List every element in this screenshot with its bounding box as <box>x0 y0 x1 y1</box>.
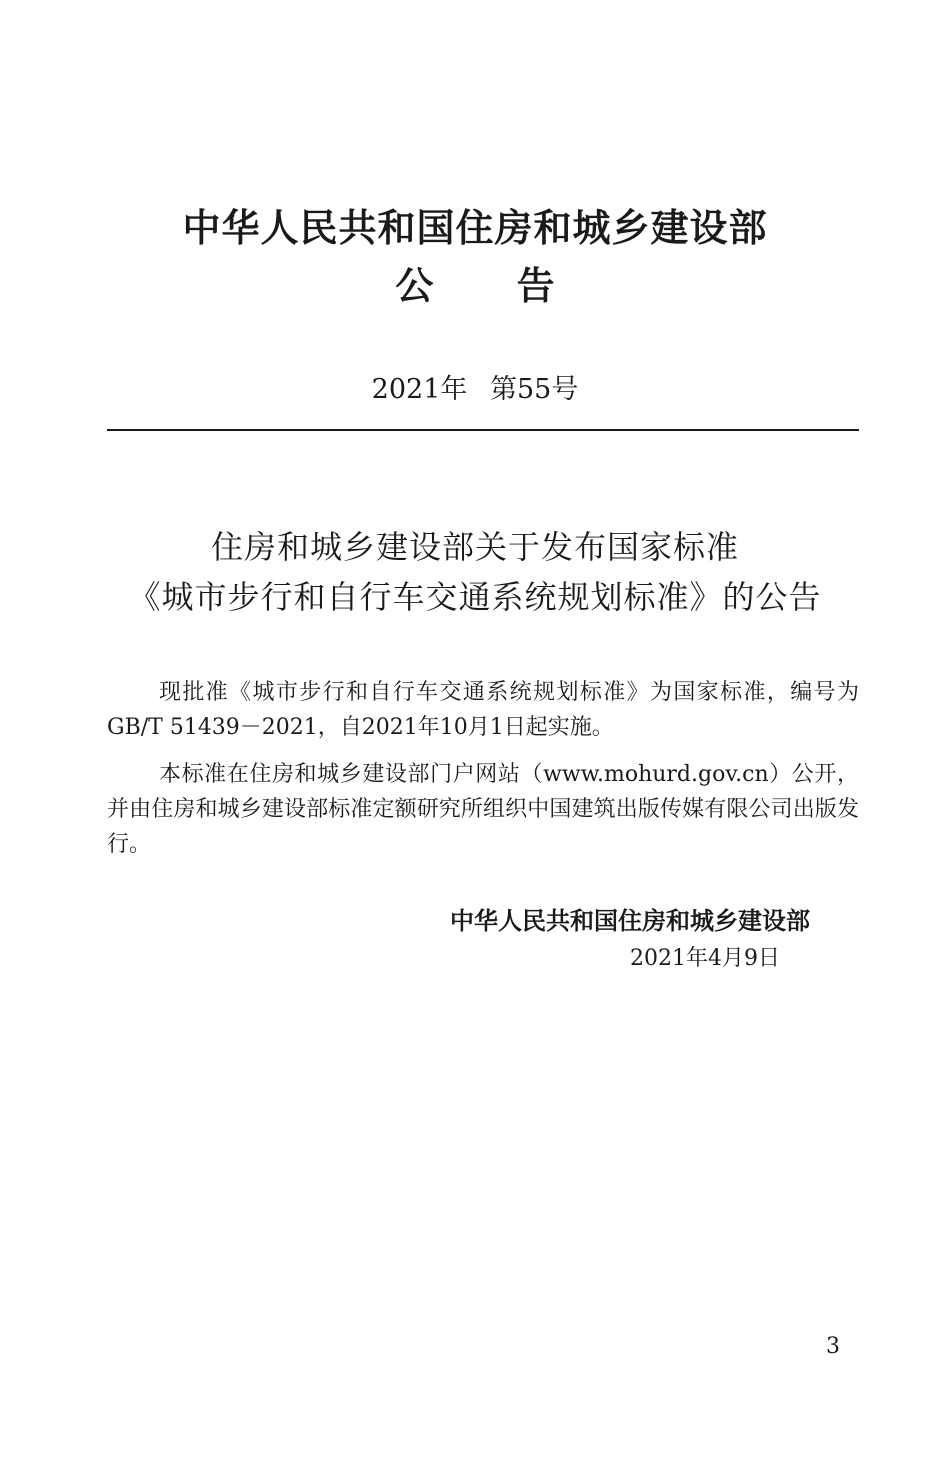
header-divider <box>107 429 859 431</box>
signature-date: 2021年4月9日 <box>630 946 780 971</box>
document-type: 公 告 <box>395 264 555 308</box>
announcement-heading-line2: 《城市步行和自行车交通系统规划标准》的公告 <box>128 578 822 616</box>
signature-organization: 中华人民共和国住房和城乡建设部 <box>450 907 810 935</box>
issuer-title: 中华人民共和国住房和城乡建设部 <box>182 206 768 250</box>
document-number: 2021年 第55号 <box>371 374 579 405</box>
page-number: 3 <box>826 1334 840 1359</box>
announcement-heading-line1: 住房和城乡建设部关于发布国家标准 <box>210 528 739 566</box>
body-paragraph-approval: 现批准《城市步行和自行车交通系统规划标准》为国家标准，编号为GB/T 51439－2021，自2021年10月1日起实施。 <box>107 680 859 740</box>
body-paragraph-publication: 本标准在住房和城乡建设部门户网站（www.mohurd.gov.cn）公开，并由住房和城乡建设部标准定额研究所组织中国建筑出版传媒有限公司出版发行。 <box>107 762 859 857</box>
